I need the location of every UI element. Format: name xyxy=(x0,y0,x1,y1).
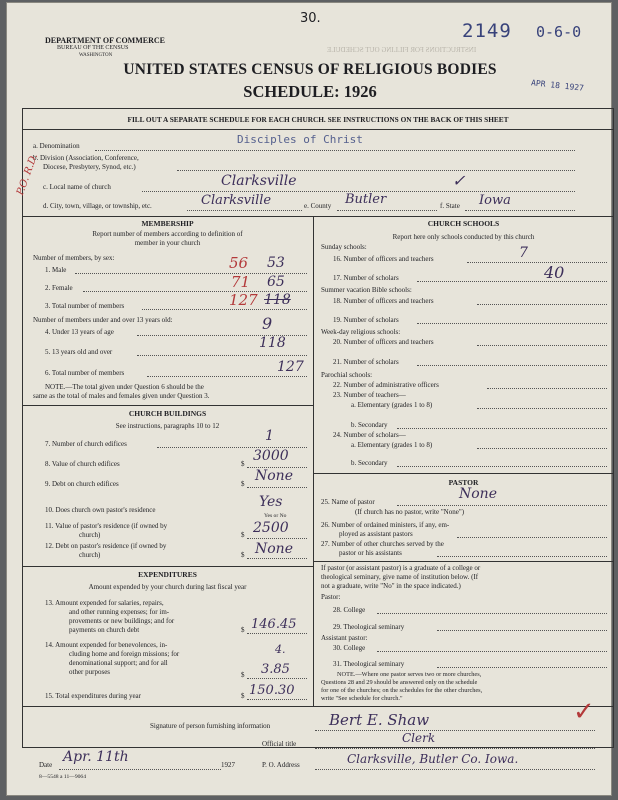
q7-label: 7. Number of church edifices xyxy=(45,440,127,448)
members-by-sex-label: Number of members, by sex: xyxy=(33,254,115,262)
line xyxy=(59,769,221,770)
schedule-stamp-number: 2149 xyxy=(462,20,512,42)
q17-value: 40 xyxy=(544,263,565,282)
line xyxy=(477,448,607,449)
q22-label: 22. Number of administrative officers xyxy=(333,381,439,389)
q14-value: 3.85 xyxy=(261,662,290,677)
q7-value: 1 xyxy=(265,428,274,444)
line xyxy=(397,505,607,506)
q5-label: 5. 13 years old and over xyxy=(45,348,113,356)
q25-value: None xyxy=(459,486,497,502)
dollar-sign: $ xyxy=(241,626,245,634)
line xyxy=(377,651,607,652)
q4-value: 9 xyxy=(262,314,273,333)
q28-label: 28. College xyxy=(333,606,366,614)
dollar-sign: $ xyxy=(241,480,245,488)
q3-red-value: 127 xyxy=(229,291,258,309)
q24b-label: b. Secondary xyxy=(351,459,388,467)
q8-label: 8. Value of church edifices xyxy=(45,460,120,468)
line xyxy=(417,365,607,366)
schedule-stamp-code: 0-6-0 xyxy=(536,23,582,41)
q14-line-1: 14. Amount expended for benevolences, in- xyxy=(45,641,168,649)
q23-label: 23. Number of teachers— xyxy=(333,391,406,399)
q9-label: 9. Debt on church edifices xyxy=(45,480,119,488)
form-number: 8—5548 a 11—9064 xyxy=(39,774,87,780)
dollar-sign: $ xyxy=(241,671,245,679)
instruction-banner: FILL OUT A SEPARATE SCHEDULE FOR EACH CHURCH. SEE INSTRUCTIONS ON THE BACK OF THIS SHEET xyxy=(127,115,509,124)
line xyxy=(247,699,307,700)
church-schools-intro: Report here only schools conducted by this church xyxy=(392,233,535,241)
q2-label: 2. Female xyxy=(45,284,73,292)
pastor-heading: PASTOR xyxy=(448,478,479,487)
q14-line-4: other purposes xyxy=(69,668,111,676)
q15-label: 15. Total expenditures during year xyxy=(45,692,141,700)
q3-label: 3. Total number of members xyxy=(45,302,125,310)
line xyxy=(315,748,595,749)
members-by-age-label: Number of members under and over 13 years old: xyxy=(33,316,173,324)
line xyxy=(417,281,607,282)
city-heading: WASHINGTON xyxy=(79,53,113,58)
divider xyxy=(22,706,614,707)
q9-value: None xyxy=(255,468,293,484)
q13-line-3: provements or new buildings; and for xyxy=(69,617,175,625)
line xyxy=(315,730,595,731)
local-name-value: Clarksville xyxy=(221,173,297,189)
q15-value: 150.30 xyxy=(249,683,295,698)
q18-label: 18. Number of officers and teachers xyxy=(333,297,434,305)
line xyxy=(437,630,607,631)
dollar-sign: $ xyxy=(241,551,245,559)
pastor-note-4: write "See schedule for church." xyxy=(321,695,403,702)
state-value: Iowa xyxy=(479,193,511,208)
q23a-label: a. Elementary (grades 1 to 8) xyxy=(351,401,433,409)
state-label: f. State xyxy=(440,202,460,210)
line xyxy=(477,345,607,346)
q12-value: None xyxy=(255,541,293,557)
q11-label-2: church) xyxy=(79,531,101,539)
q26-label-2: ployed as assistant pastors xyxy=(339,530,413,538)
q2-value: 65 xyxy=(267,274,285,290)
q4-label: 4. Under 13 years of age xyxy=(45,328,114,336)
line xyxy=(487,388,607,389)
line xyxy=(477,408,607,409)
po-address-value: Clarksville, Butler Co. Iowa. xyxy=(347,752,519,766)
denomination-value: Disciples of Christ xyxy=(237,133,363,146)
line xyxy=(417,323,607,324)
line xyxy=(337,210,437,211)
church-buildings-sub: See instructions, paragraphs 10 to 12 xyxy=(115,422,220,430)
q10-label: 10. Does church own pastor's residence xyxy=(45,506,156,514)
line xyxy=(142,309,307,310)
q16-label: 16. Number of officers and teachers xyxy=(333,255,434,263)
city-label: d. City, town, village, or township, etc. xyxy=(43,202,152,210)
line xyxy=(397,466,607,467)
line xyxy=(437,667,607,668)
county-label: e. County xyxy=(304,202,332,210)
margin-note: P.O. R.D. xyxy=(15,152,41,197)
q12-label-1: 12. Debt on pastor's residence (if owned by xyxy=(45,542,167,550)
official-title-value: Clerk xyxy=(402,731,436,745)
q25-note: (If church has no pastor, write "None") xyxy=(355,508,465,516)
line xyxy=(315,769,595,770)
line xyxy=(147,376,307,377)
q13-value: 146.45 xyxy=(251,617,297,632)
q3-value: 118 xyxy=(264,292,291,308)
q31-label: 31. Theological seminary xyxy=(333,660,405,668)
q6-value: 127 xyxy=(277,359,304,375)
q10-value: Yes xyxy=(259,494,283,510)
po-address-label: P. O. Address xyxy=(262,761,300,769)
date-value: Apr. 11th xyxy=(63,749,129,765)
q14-line-2: cluding home and foreign missions; for xyxy=(69,650,180,658)
census-schedule-page xyxy=(6,2,612,796)
church-buildings-heading: CHURCH BUILDINGS xyxy=(128,409,207,418)
summer-schools-label: Summer vacation Bible schools: xyxy=(321,286,412,294)
denomination-label: a. Denomination xyxy=(33,142,80,150)
official-title-label: Official title xyxy=(262,740,297,748)
dollar-sign: $ xyxy=(241,531,245,539)
local-name-label: c. Local name of church xyxy=(43,183,111,191)
line xyxy=(247,487,307,488)
q11-value: 2500 xyxy=(253,520,289,536)
expenditures-heading: EXPENDITURES xyxy=(138,570,197,579)
line xyxy=(467,262,607,263)
check-mark: ✓ xyxy=(452,171,466,190)
divider xyxy=(313,473,614,474)
church-schools-heading: CHURCH SCHOOLS xyxy=(427,219,500,228)
membership-note-1: NOTE.—The total given under Question 6 should be the xyxy=(45,383,204,391)
county-value: Butler xyxy=(345,192,387,207)
schedule-title: SCHEDULE: 1926 xyxy=(243,82,377,101)
division-label-2: Diocese, Presbytery, Synod, etc.) xyxy=(43,163,136,171)
q11-label-1: 11. Value of pastor's residence (if owned by xyxy=(45,522,168,530)
division-label-1: b. Division (Association, Conference, xyxy=(33,154,139,162)
page-number: 30. xyxy=(300,11,321,26)
q1-red-value: 56 xyxy=(229,254,249,272)
date-label: Date xyxy=(39,761,53,769)
q13-line-2: and other running expenses; for im- xyxy=(69,608,170,616)
pastor-note-1: NOTE.—Where one pastor serves two or more churches, xyxy=(337,671,482,678)
q26-label-1: 26. Number of ordained ministers, if any, em- xyxy=(321,521,450,529)
column-divider xyxy=(313,216,314,706)
expenditures-sub: Amount expended by your church during last fiscal year xyxy=(88,583,247,591)
q20-label: 20. Number of officers and teachers xyxy=(333,338,434,346)
weekday-schools-label: Week-day religious schools: xyxy=(321,328,401,336)
department-heading: DEPARTMENT OF COMMERCE xyxy=(45,36,166,45)
q6-label: 6. Total number of members xyxy=(45,369,125,377)
q27-label-2: pastor or his assistants xyxy=(339,549,402,557)
q13-line-4: payments on church debt xyxy=(69,626,140,634)
yes-no-hint: Yes or No xyxy=(264,513,287,519)
dollar-sign: $ xyxy=(241,460,245,468)
q12-label-2: church) xyxy=(79,551,101,559)
membership-note-2: same as the total of males and females given under Question 3. xyxy=(33,392,210,400)
pastor-note-3: for one of the churches; on the schedules for the other churches, xyxy=(321,687,483,694)
divider xyxy=(313,561,614,562)
city-value: Clarksville xyxy=(201,193,272,208)
graduate-note-2: theological seminary, give name of institution below. (If xyxy=(321,573,479,581)
q17-label: 17. Number of scholars xyxy=(333,274,399,282)
q13-line-1: 13. Amount expended for salaries, repairs, xyxy=(45,599,164,607)
line xyxy=(397,428,607,429)
q5-value: 118 xyxy=(259,335,286,351)
line xyxy=(437,556,607,557)
q24-label: 24. Number of scholars— xyxy=(333,431,406,439)
q25-label: 25. Name of pastor xyxy=(321,498,375,506)
q24a-label: a. Elementary (grades 1 to 8) xyxy=(351,441,433,449)
q27-label-1: 27. Number of other churches served by the xyxy=(321,540,444,548)
sunday-schools-label: Sunday schools: xyxy=(321,243,367,251)
q29-label: 29. Theological seminary xyxy=(333,623,405,631)
line xyxy=(177,170,575,171)
q14-line-3: denominational support; and for all xyxy=(69,659,168,667)
divider xyxy=(22,129,614,130)
membership-intro-1: Report number of members according to definition of xyxy=(92,230,243,238)
form-title: UNITED STATES CENSUS OF RELIGIOUS BODIES xyxy=(123,61,497,78)
q2-red-value: 71 xyxy=(231,273,251,291)
membership-intro-2: member in your church xyxy=(134,239,201,247)
line xyxy=(247,633,307,634)
dollar-sign: $ xyxy=(241,692,245,700)
received-date-stamp: APR 18 1927 xyxy=(530,78,585,93)
graduate-note-1: If pastor (or assistant pastor) is a graduate of a college or xyxy=(321,564,481,572)
signature-value: Bert E. Shaw xyxy=(329,711,430,729)
bureau-heading: BUREAU OF THE CENSUS xyxy=(57,45,129,51)
bleed-through-text: INSTRUCTIONS FOR FILLING OUT SCHEDULE xyxy=(327,46,477,54)
membership-heading: MEMBERSHIP xyxy=(141,219,194,228)
line xyxy=(187,210,302,211)
assistant-pastor-label: Assistant pastor: xyxy=(321,634,368,642)
graduate-note-3: not a graduate, write "No" in the space indicated.) xyxy=(321,582,461,590)
line xyxy=(247,558,307,559)
line xyxy=(247,538,307,539)
signature-label: Signature of person furnishing information xyxy=(150,722,271,730)
divider xyxy=(22,216,614,217)
divider xyxy=(22,405,313,406)
divider xyxy=(22,566,313,567)
parochial-schools-label: Parochial schools: xyxy=(321,371,373,379)
q1-label: 1. Male xyxy=(45,266,67,274)
line xyxy=(457,537,607,538)
q30-label: 30. College xyxy=(333,644,366,652)
line xyxy=(95,150,575,151)
pastor-note-2: Questions 28 and 29 should be answered only on the schedule xyxy=(321,679,478,686)
q1-value: 53 xyxy=(267,255,285,271)
date-year: 1927 xyxy=(221,761,235,769)
q16-value: 7 xyxy=(519,245,528,261)
line xyxy=(137,355,307,356)
q19-label: 19. Number of scholars xyxy=(333,316,399,324)
q23b-label: b. Secondary xyxy=(351,421,388,429)
line xyxy=(465,210,575,211)
red-check-mark: ✓ xyxy=(573,697,595,727)
line xyxy=(377,613,607,614)
line xyxy=(477,304,607,305)
pastor-sub-label: Pastor: xyxy=(321,593,341,601)
q14-side-note: 4. xyxy=(275,643,286,656)
line xyxy=(247,678,307,679)
q8-value: 3000 xyxy=(253,448,289,464)
q21-label: 21. Number of scholars xyxy=(333,358,399,366)
